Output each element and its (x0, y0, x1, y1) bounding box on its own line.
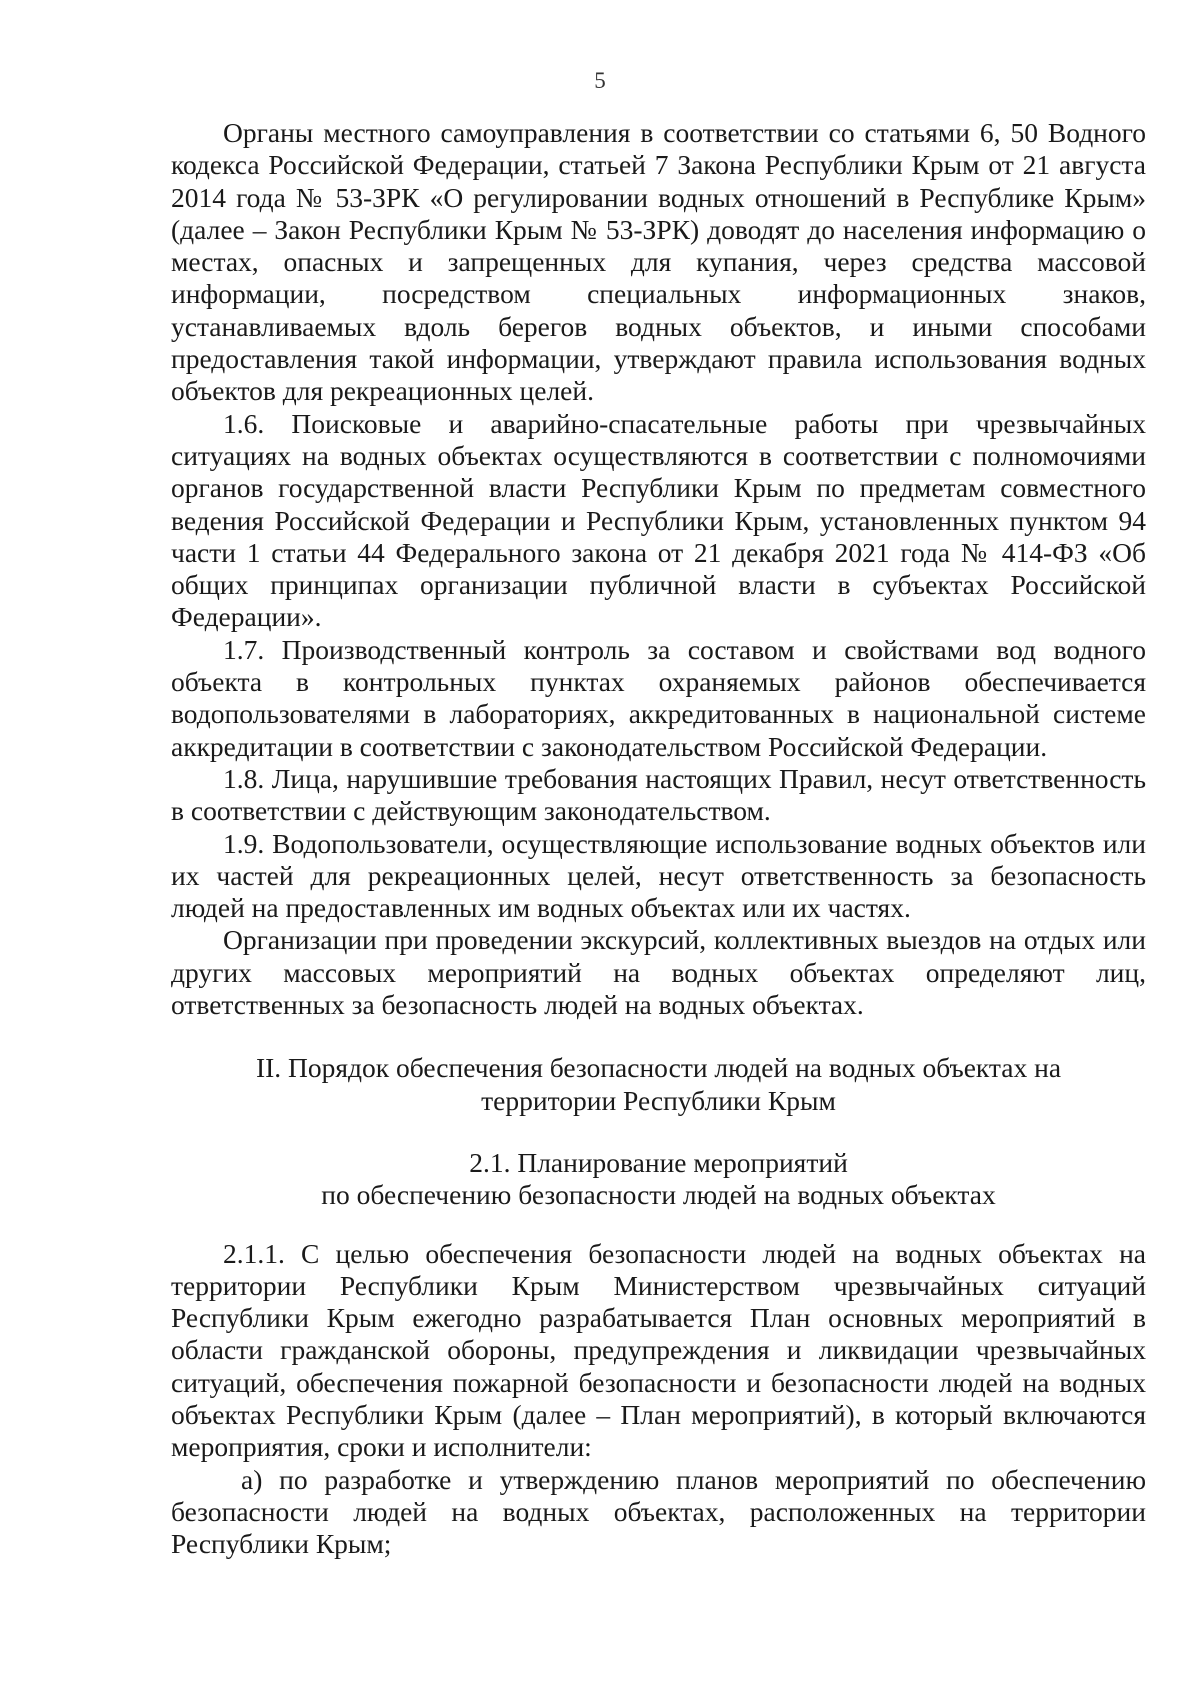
spacer (171, 1021, 1146, 1052)
subsection-heading-line2: по обеспечению безопасности людей на водных объектах (321, 1179, 996, 1211)
paragraph-1-9: 1.9. Водопользователи, осуществляющие использование водных объектов или их частей для рекреационных целей, несут ответственность за безопасность людей на предоставленных им водных объектах или их частях. (171, 827, 1146, 924)
paragraph-item-a: а) по разработке и утверждению планов мероприятий по обеспечению безопасности людей на водных объектах, расположенных на территории Республики Крым; (171, 1463, 1146, 1560)
document-body (171, 117, 1146, 1560)
paragraph-2-1-1: 2.1.1. С целью обеспечения безопасности людей на водных объектах на территории Республики Крым Министерством чрезвычайных ситуаций Республики Крым ежегодно разрабатывается План основных мероприятий в области гражданской обороны, предупреждения и ликвидации чрезвычайных ситуаций, обеспечения пожарной безопасности и безопасности людей на водных объектах Республики Крым (далее – План мероприятий), в который включаются мероприятия, сроки и исполнители: (171, 1237, 1146, 1463)
paragraph-local-authorities: Органы местного самоуправления в соответствии со статьями 6, 50 Водного кодекса Российской Федерации, статьей 7 Закона Республики Крым от 21 августа 2014 года № 53-ЗРК «О регулировании водных отношений в Республике Крым» (далее – Закон Республики Крым № 53-ЗРК) доводят до населения информацию о местах, опасных и запрещенных для купания, через средства массовой информации, посредством специальных информационных знаков, устанавливаемых вдоль берегов водных объектов, и иными способами предоставления такой информации, утверждают правила использования водных объектов для рекреационных целей. (171, 117, 1146, 407)
subsection-heading-line1: 2.1. Планирование мероприятий (469, 1146, 848, 1178)
page-number: 5 (594, 68, 606, 93)
paragraph-1-6: 1.6. Поисковые и аварийно-спасательные работы при чрезвычайных ситуациях на водных объектах осуществляются в соответствии с полномочиями органов государственной власти Республики Крым по предметам совместного ведения Российской Федерации и Республики Крым, установленных пунктом 94 части 1 статьи 44 Федерального закона от 21 декабря 2021 года № 414-ФЗ «Об общих принципах организации публичной власти в субъектах Российской Федерации». (171, 407, 1146, 633)
paragraph-organizations: Организации при проведении экскурсий, коллективных выездов на отдых или других массовых мероприятий на водных объектах определяют лиц, ответственных за безопасность людей на водных объектах. (171, 924, 1146, 1021)
paragraph-1-7: 1.7. Производственный контроль за составом и свойствами вод водного объекта в контрольных пунктах охраняемых районов обеспечивается водопользователями в лабораториях, аккредитованных в национальной системе аккредитации в соответствии с законодательством Российской Федерации. (171, 633, 1146, 762)
section-heading-line2: территории Республики Крым (481, 1084, 836, 1116)
spacer (171, 1117, 1146, 1147)
section-heading-line1: II. Порядок обеспечения безопасности людей на водных объектах на (255, 1052, 1062, 1084)
spacer (171, 1212, 1146, 1238)
paragraph-1-8: 1.8. Лица, нарушившие требования настоящих Правил, несут ответственность в соответствии с действующим законодательством. (171, 762, 1146, 827)
section-heading (171, 1052, 1146, 1117)
subsection-heading (171, 1147, 1146, 1212)
